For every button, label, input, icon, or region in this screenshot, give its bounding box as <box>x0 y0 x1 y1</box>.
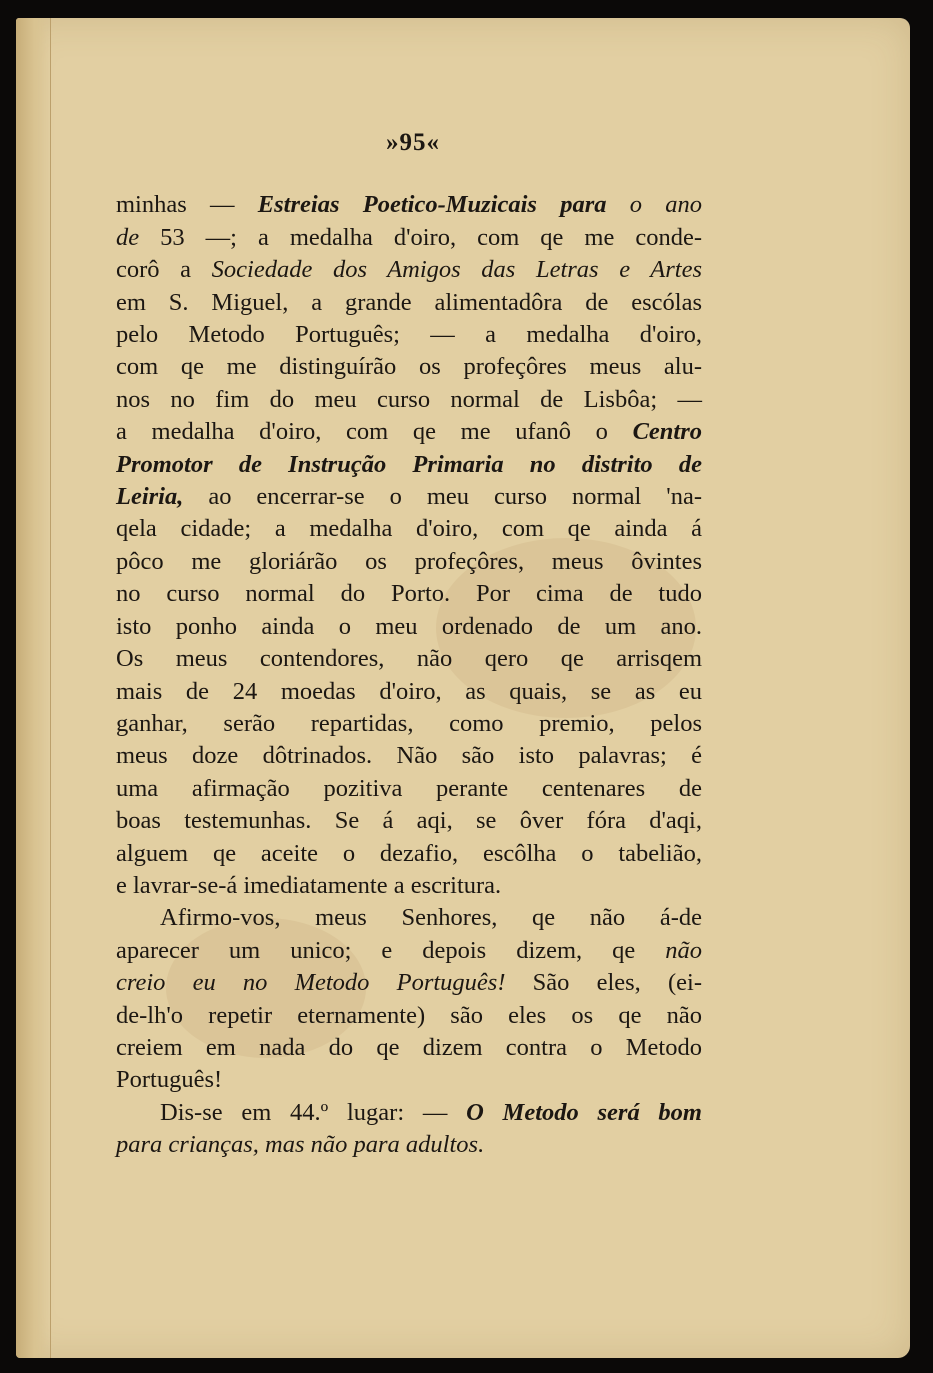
text-line <box>116 676 702 708</box>
text-run: de <box>116 223 140 251</box>
text-run: Promotor de Instrução Primaria no distrito de <box>116 450 702 478</box>
text-run: ao encerrar-se o meu curso normal 'na- <box>183 483 702 511</box>
text-run: de-lh'o repetir eternamente) são eles os qe não <box>116 1001 702 1029</box>
text-line <box>116 870 702 902</box>
text-line <box>116 611 702 643</box>
text-run: qela cidade; a medalha d'oiro, com qe ainda á <box>116 515 702 543</box>
page-gutter <box>16 18 51 1358</box>
text-line <box>116 416 702 448</box>
text-line <box>116 1064 702 1096</box>
text-line <box>116 189 702 221</box>
body-text <box>116 189 702 1161</box>
text-run: creio eu no Metodo Português! <box>116 969 506 997</box>
text-run: aparecer um unico; e depois dizem, qe <box>116 936 666 964</box>
text-line <box>116 902 702 934</box>
text-line <box>116 1129 702 1161</box>
text-run: pelo Metodo Português; — a medalha d'oiro, <box>116 321 702 349</box>
text-line <box>116 1000 702 1032</box>
text-line <box>116 384 702 416</box>
text-run: e lavrar-se-á imediatamente a escritura. <box>116 871 502 899</box>
text-run: Dis-se em 44.º lugar: — <box>160 1098 467 1126</box>
text-run: no curso normal do Porto. Por cima de tudo <box>116 580 702 608</box>
text-run: creiem em nada do qe dizem contra o Metodo <box>116 1033 702 1061</box>
text-run: alguem qe aceite o dezafio, escôlha o tabelião, <box>116 839 702 867</box>
text-run: não <box>665 936 702 964</box>
text-line <box>116 319 702 351</box>
text-line <box>116 546 702 578</box>
text-run: Os meus contendores, não qero qe arrisqem <box>116 645 702 673</box>
book-page <box>16 18 910 1358</box>
text-line <box>116 805 702 837</box>
text-line <box>116 740 702 772</box>
text-run: a medalha d'oiro, com qe me ufanô o <box>116 418 633 446</box>
text-run: isto ponho ainda o meu ordenado de um ano. <box>116 612 702 640</box>
paragraph <box>116 902 702 1096</box>
text-run: Afirmo-vos, meus Senhores, qe não á-de <box>160 904 702 932</box>
text-run: Sociedade dos Amigos das Letras e Artes <box>211 256 702 284</box>
text-run: o ano <box>606 191 702 219</box>
text-run: nos no fim do meu curso normal de Lisbôa; — <box>116 385 702 413</box>
text-line <box>116 222 702 254</box>
text-line <box>116 1032 702 1064</box>
text-line <box>116 838 702 870</box>
text-line <box>116 643 702 675</box>
text-run: 53 —; a medalha d'oiro, com qe me conde- <box>139 223 702 251</box>
text-line <box>116 967 702 999</box>
text-line <box>116 254 702 286</box>
text-run: ganhar, serão repartidas, como premio, pelos <box>116 709 702 737</box>
text-run: uma afirmação pozitiva perante centenares de <box>116 774 702 802</box>
text-run: O Metodo será bom <box>466 1098 702 1126</box>
text-run: Estreias Poetico-Muzicais para <box>257 191 607 219</box>
text-run: em S. Miguel, a grande alimentadôra de escólas <box>116 288 702 316</box>
text-line <box>116 287 702 319</box>
text-run: boas testemunhas. Se á aqi, se ôver fóra d'aqi, <box>116 807 702 835</box>
text-run: Leiria, <box>116 483 184 511</box>
text-line <box>116 773 702 805</box>
text-run: São eles, (ei- <box>505 969 702 997</box>
paragraph <box>116 1097 702 1162</box>
text-run: mais de 24 moedas d'oiro, as quais, se as eu <box>116 677 702 705</box>
text-line <box>116 513 702 545</box>
text-run: minhas — <box>116 191 258 219</box>
text-block <box>116 127 702 1162</box>
text-run: Centro <box>632 418 702 446</box>
text-line <box>116 1097 702 1129</box>
text-line <box>116 351 702 383</box>
text-run: meus doze dôtrinados. Não são isto palavras; é <box>116 742 702 770</box>
page-number: »95« <box>386 129 440 156</box>
text-run: pôco me gloriárão os profeçôres, meus ôvintes <box>116 547 702 575</box>
paragraph <box>116 189 702 902</box>
text-run: para crianças, mas não para adultos. <box>116 1131 485 1159</box>
text-line <box>116 708 702 740</box>
text-line <box>116 481 702 513</box>
text-run: Português! <box>116 1066 223 1094</box>
text-run: corô a <box>116 256 212 284</box>
text-line <box>116 578 702 610</box>
text-line <box>116 935 702 967</box>
text-run: com qe me distinguírão os profeçôres meus alu- <box>116 353 702 381</box>
text-line <box>116 449 702 481</box>
